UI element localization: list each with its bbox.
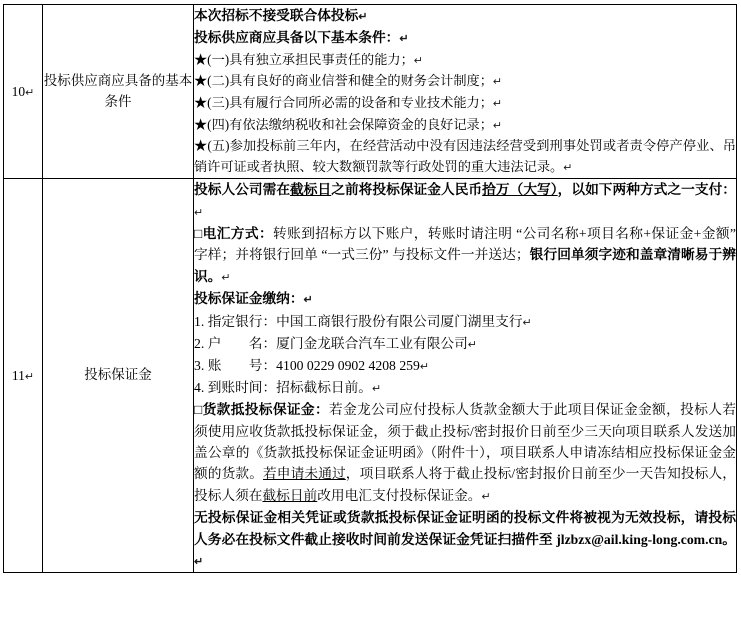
row-content-11 — [194, 179, 737, 573]
row-number-11 — [4, 179, 43, 573]
row-content-10 — [194, 5, 737, 179]
deposit-payment-heading: 投标保证金缴纳：↵ — [194, 291, 313, 307]
bank-line-4: 4. 到账时间：招标截标日前。↵ — [194, 380, 382, 396]
condition-item-2: ★(二)具有良好的商业信誉和健全的财务会计制度；↵ — [194, 73, 503, 89]
checkbox-loan-offset[interactable]: □ — [194, 402, 203, 418]
checkbox-telegraphic[interactable]: □ — [194, 226, 203, 242]
pilcrow-mark: ↵ — [25, 86, 35, 99]
condition-item-3: ★(三)具有履行合同所必需的设备和专业技术能力；↵ — [194, 94, 503, 110]
table-row — [4, 5, 737, 179]
loan-offset-option: □货款抵投标保证金：若金龙公司应付投标人货款金额大于此项目保证金金额，投标人若须使用应收货款抵投标保证金，须于截止投标/密封报价日前至少三天向项目联系人发送加盖公章的《货款抵投标保证金证明函》（附件十），项目联系人申请冻结相应投标保证金金额的货款。若申请未通过，项目联系人将于截止投标/密封报价日前至少一天告知投标人，投标人须在截标日前改用电汇支付投标保证金。↵ — [194, 402, 736, 503]
bank-line-3: 3. 账 号：4100 0229 0902 4208 259↵ — [194, 357, 430, 373]
requirements-table — [3, 4, 737, 573]
row-number-10 — [4, 5, 43, 179]
invalid-bid-warning: 无投标保证金相关凭证或货款抵投标保证金证明函的投标文件将被视为无效投标，请投标人务必在投标文件截止接收时间前发送保证金凭证扫描件至 jlzbzx@ail.king-long.com.cn。↵ — [194, 510, 736, 568]
deposit-intro: 投标人公司需在截标日之前将投标保证金人民币拾万（大写），以如下两种方式之一支付：↵ — [194, 182, 736, 219]
condition-item-4: ★(四)有依法缴纳税收和社会保障资金的良好记录；↵ — [194, 116, 503, 132]
no-consortium-note: 本次招标不接受联合体投标↵ — [194, 8, 368, 23]
pilcrow-mark: ↵ — [24, 370, 35, 383]
table-row — [4, 179, 737, 573]
basic-conditions-heading: 投标供应商应具备以下基本条件：↵ — [194, 30, 409, 46]
bank-line-1: 1. 指定银行：中国工商银行股份有限公司厦门湖里支行↵ — [194, 313, 532, 329]
row-title-11: 投标保证金 — [43, 179, 194, 573]
condition-item-5: ★(五)参加投标前三年内，在经营活动中没有因违法经营受到刑事处罚或者责令停产停业、吊销许可证或者执照、较大数额罚款等行政处罚的重大违法记录。↵ — [194, 138, 736, 174]
row-number-text: 10 — [11, 83, 26, 99]
row-number-text: 11 — [11, 367, 25, 383]
bank-line-2: 2. 户 名：厦门金龙联合汽车工业有限公司↵ — [194, 335, 477, 351]
condition-item-1: ★(一)具有独立承担民事责任的能力；↵ — [194, 51, 424, 67]
telegraphic-transfer-option: □电汇方式：转账到招标方以下账户，转账时请注明 “公司名称+项目名称+保证金+金额” 字样；并将银行回单 “一式三份” 与投标文件一并送达；银行回单须字迹和盖章清晰易于辨识。↵ — [194, 226, 736, 284]
row-title-10: 投标供应商应具备的基本条件 — [43, 5, 194, 179]
